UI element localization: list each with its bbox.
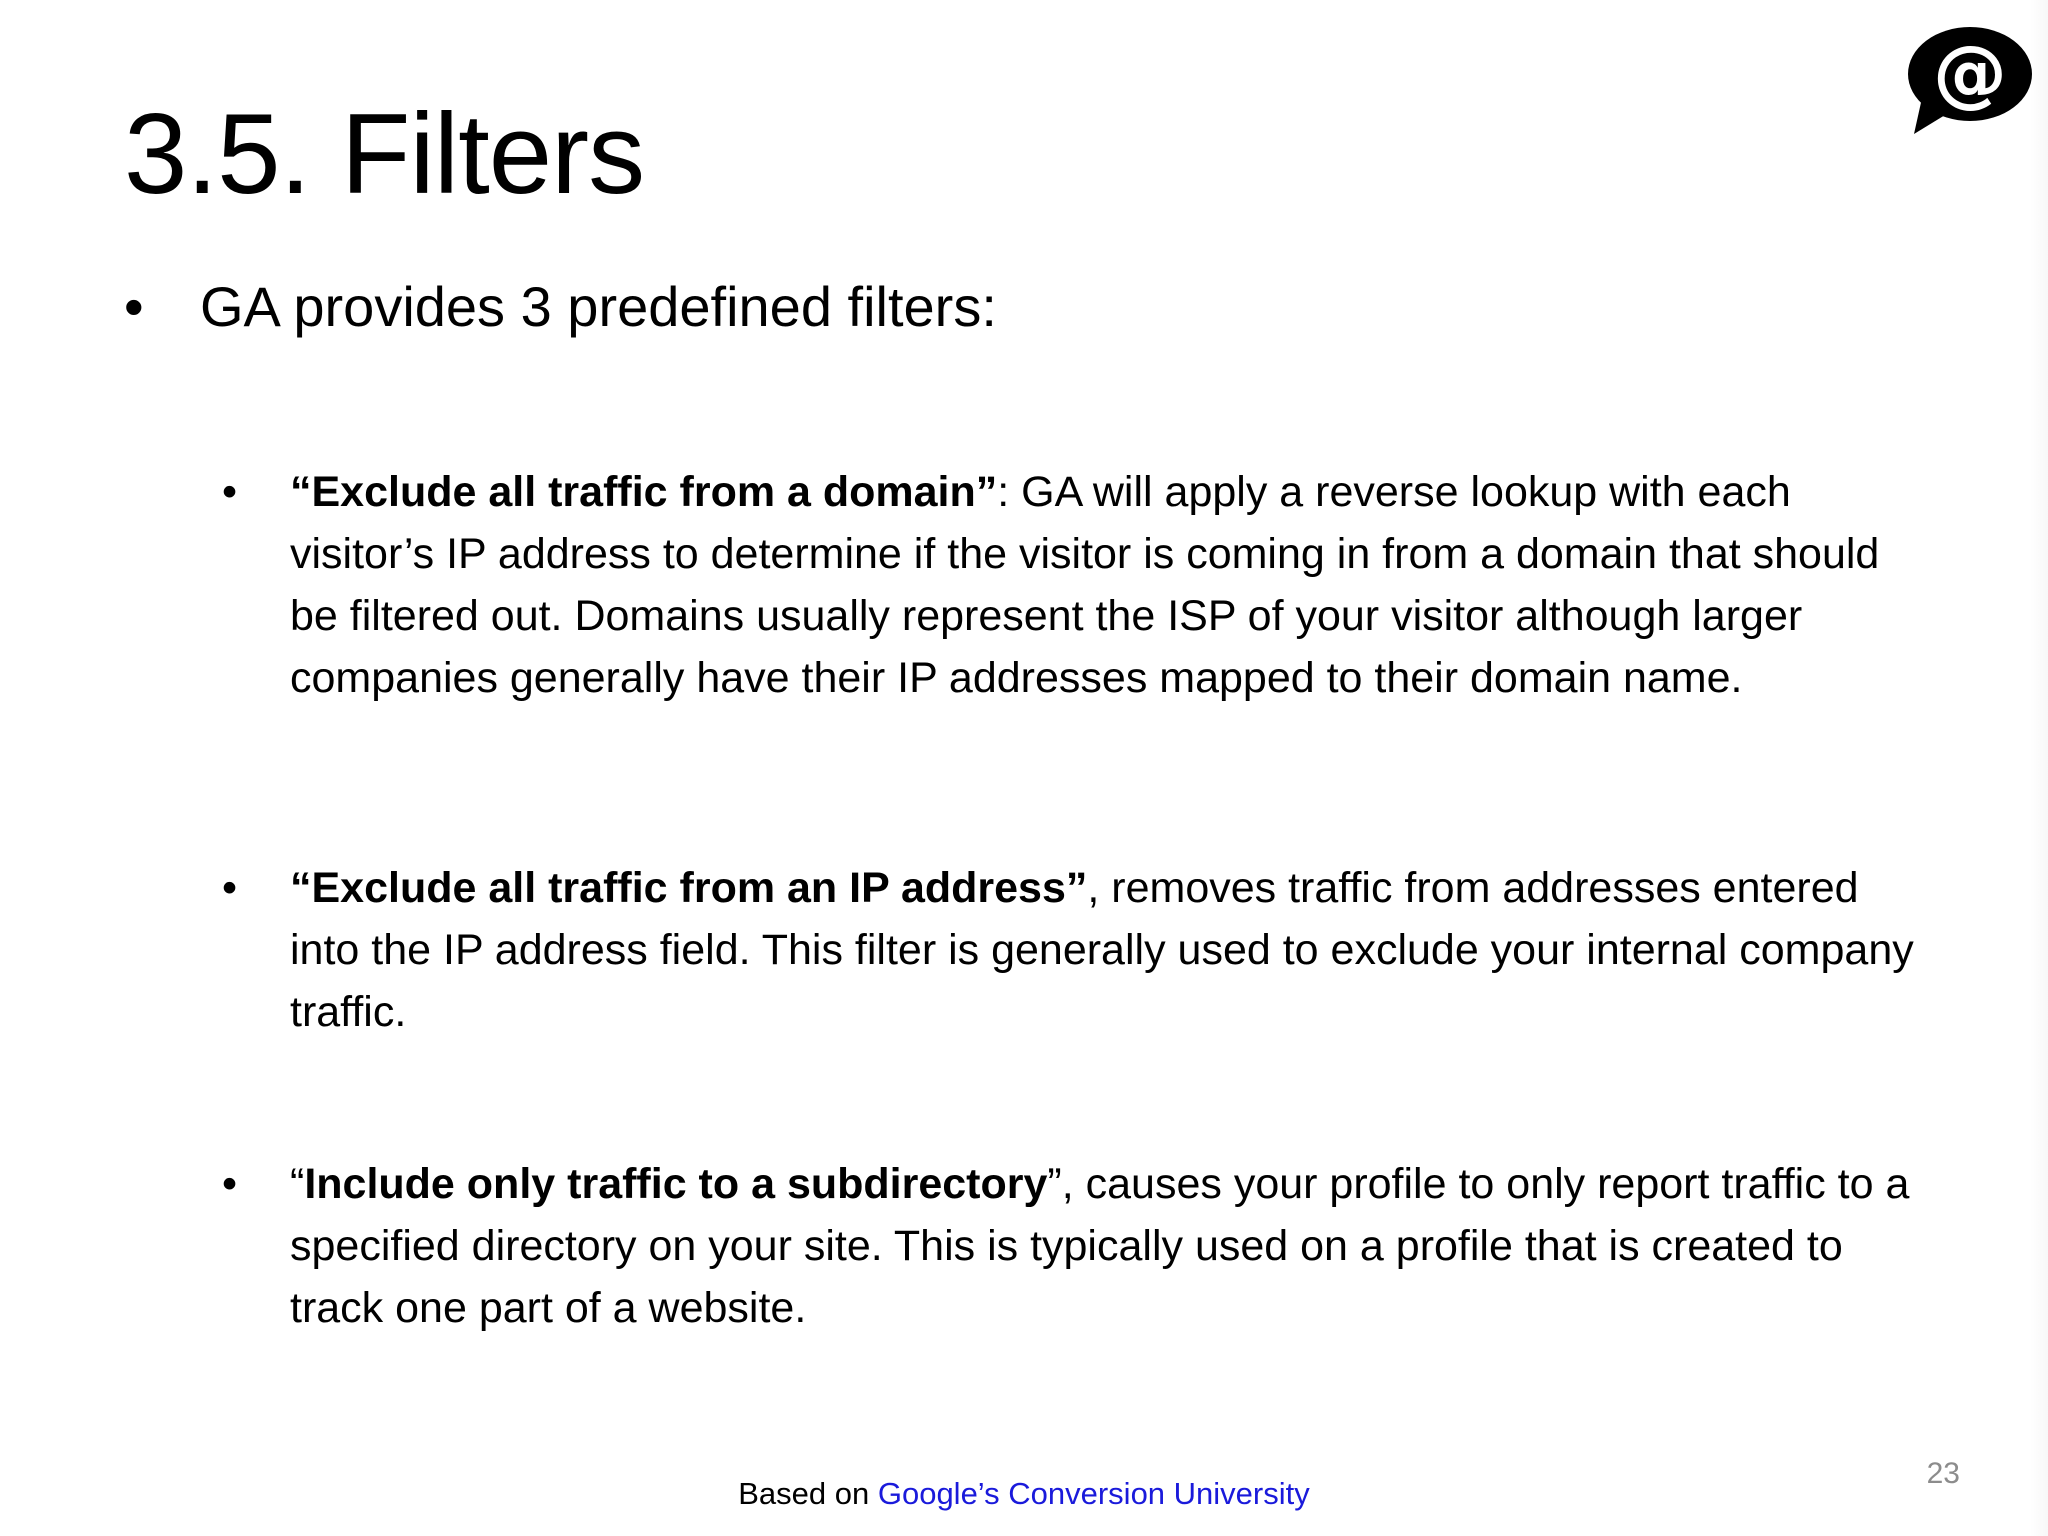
filter-name: “Exclude all traffic from a domain”: [290, 468, 998, 516]
filter-description: , causes your profile to only report traffic to a specified directory on your site. This is typically used on a profile that is created to track one part of a website.: [290, 1160, 1910, 1332]
main-bullet-text: GA provides 3 predefined filters:: [200, 275, 997, 338]
filter-name: “Exclude all traffic from an IP address”: [290, 864, 1088, 912]
bullet-marker: •: [222, 1160, 238, 1208]
filter-body: [290, 857, 1930, 1043]
bullet-marker: •: [124, 275, 144, 338]
footer-prefix: Based on: [738, 1476, 878, 1511]
bullet-marker: •: [222, 864, 238, 912]
footer-source-link[interactable]: Google’s Conversion University: [877, 1476, 1310, 1511]
filter-name: Include only traffic to a subdirectory: [304, 1160, 1048, 1208]
bullet-marker: •: [222, 468, 238, 516]
footer-source: [0, 1474, 2048, 1514]
slide-edge-shadow: [2030, 0, 2048, 1536]
svg-text:@: @: [1933, 30, 2007, 116]
filter-body: [290, 1153, 1930, 1339]
filter-description: , removes traffic from addresses entered into the IP address field. This filter is generally used to exclude your internal company traffic.: [290, 864, 1914, 1036]
page-number: 23: [1926, 1457, 1960, 1490]
at-sign-speech-bubble-icon: [1906, 26, 2034, 136]
slide-title: 3.5. Filters: [124, 91, 645, 218]
filter-description: : GA will apply a reverse lookup with each visitor’s IP address to determine if the visitor is coming in from a domain that should be filtered out. Domains usually represent the ISP of your visitor although larger companies generally have their IP addresses mapped to their domain name.: [290, 468, 1880, 702]
filter-body: [290, 461, 1930, 709]
filter-open-quote: “: [290, 1160, 305, 1208]
filter-close-quote: ”: [1047, 1160, 1062, 1208]
